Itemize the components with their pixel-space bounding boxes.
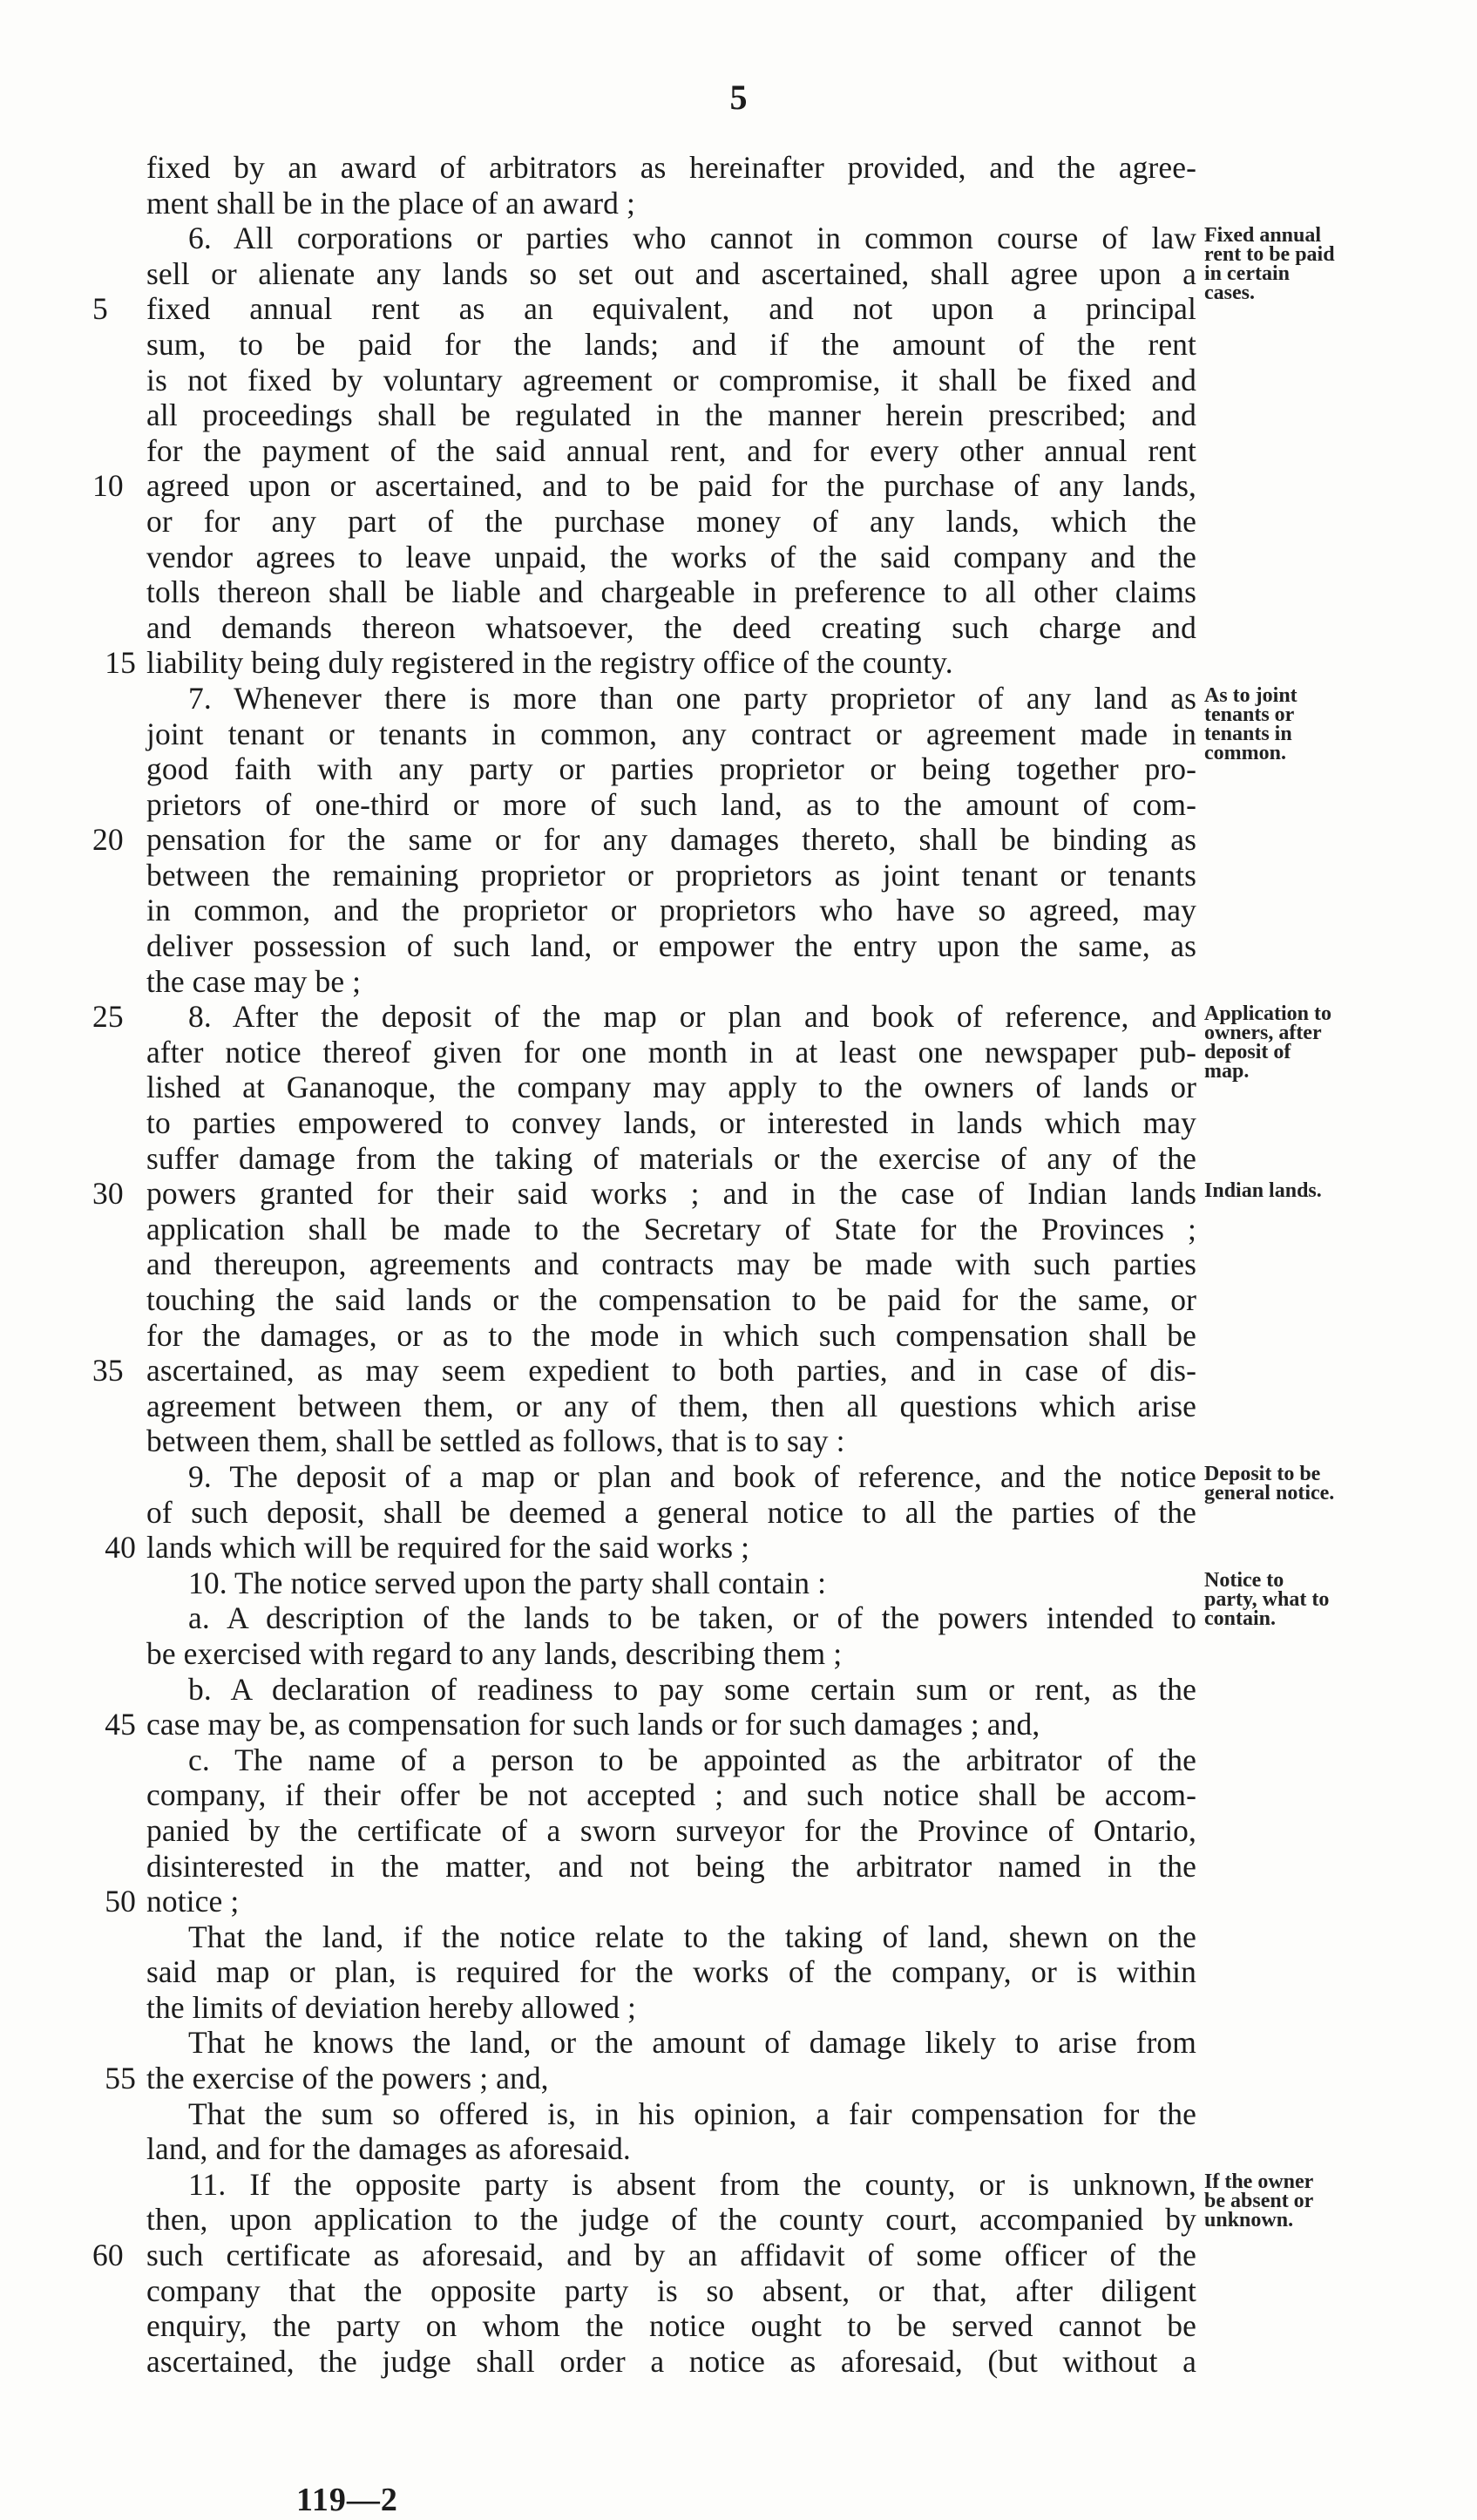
line-text: fixed annual rent as an equivalent, and not upon a principal bbox=[146, 291, 1196, 327]
line-text: for the damages, or as to the mode in which such compensation shall be bbox=[146, 1317, 1196, 1353]
text-line bbox=[146, 540, 1196, 575]
marginal-note-line: unknown. bbox=[1204, 2209, 1294, 2232]
line-text: suffer damage from the taking of materials or the exercise of any of the bbox=[146, 1140, 1196, 1176]
text-line bbox=[146, 150, 1196, 186]
text-line bbox=[146, 1246, 1196, 1282]
line-text: disinterested in the matter, and not being the arbitrator named in the bbox=[146, 1848, 1196, 1884]
line-text: fixed by an award of arbitrators as hereinafter provided, and the agree- bbox=[146, 150, 1196, 185]
text-line bbox=[146, 681, 1196, 717]
marginal-note bbox=[1204, 1179, 1466, 1203]
marginal-note-line: Fixed annual bbox=[1204, 224, 1322, 248]
text-line bbox=[146, 1389, 1196, 1424]
page-number: 5 bbox=[729, 78, 748, 117]
line-text: or for any part of the purchase money of any lands, which the bbox=[146, 503, 1196, 539]
text-line bbox=[146, 1141, 1196, 1177]
marginal-note-line: If the owner bbox=[1204, 2170, 1314, 2194]
line-text: 6. All corporations or parties who cannot in common course of law bbox=[188, 221, 1196, 256]
text-line bbox=[146, 574, 1196, 610]
marginal-note bbox=[1204, 2172, 1466, 2230]
line-text: 8. After the deposit of the map or plan and book of reference, and bbox=[188, 999, 1196, 1035]
line-number: 60 bbox=[92, 2238, 124, 2273]
line-text: ascertained, the judge shall order a notice as aforesaid, (but without a bbox=[146, 2343, 1196, 2379]
text-line bbox=[92, 291, 1196, 327]
marginal-note-line: Indian lands. bbox=[1204, 1179, 1322, 1203]
marginal-note-line: rent to be paid bbox=[1204, 243, 1335, 267]
text-line bbox=[146, 1919, 1196, 1955]
marginal-note-line: in certain bbox=[1204, 262, 1290, 286]
text-line bbox=[146, 2025, 1196, 2061]
marginal-note-line: party, what to bbox=[1204, 1588, 1330, 1611]
marginal-note-line: tenants or bbox=[1204, 703, 1295, 726]
text-line bbox=[92, 999, 1196, 1035]
line-text: in common, and the proprietor or proprietors who have so agreed, may bbox=[146, 893, 1196, 928]
marginal-note bbox=[1204, 1571, 1466, 1628]
line-number: 20 bbox=[92, 822, 124, 858]
line-text: enquiry, the party on whom the notice ought to be served cannot be bbox=[146, 2308, 1196, 2344]
text-line bbox=[146, 2167, 1196, 2203]
line-text: notice ; bbox=[146, 1884, 240, 1919]
line-number: 35 bbox=[92, 1353, 124, 1389]
line-text: 10. The notice served upon the party shall contain : bbox=[188, 1565, 827, 1600]
line-text: powers granted for their said works ; and in the case of Indian lands bbox=[146, 1176, 1196, 1212]
line-text: deliver possession of such land, or empower the entry upon the same, as bbox=[146, 928, 1196, 964]
text-line bbox=[146, 2273, 1196, 2309]
text-line bbox=[146, 1672, 1196, 1708]
text-line bbox=[146, 1777, 1196, 1813]
text-line bbox=[92, 1353, 1196, 1389]
text-line bbox=[146, 1459, 1196, 1495]
line-text: between them, shall be settled as follows, that is to say : bbox=[146, 1423, 845, 1459]
line-text: for the payment of the said annual rent, and for every other annual rent bbox=[146, 432, 1196, 468]
line-text: application shall be made to the Secretary of State for the Provinces ; bbox=[146, 1211, 1196, 1246]
marginal-note-line: map. bbox=[1204, 1060, 1250, 1083]
text-line bbox=[105, 1707, 1196, 1742]
statute-body bbox=[92, 150, 1196, 2379]
line-text: the case may be ; bbox=[146, 963, 362, 999]
line-text: to parties empowered to convey lands, or interested in lands which may bbox=[146, 1105, 1196, 1141]
text-line bbox=[146, 1954, 1196, 1990]
line-text: c. The name of a person to be appointed as the arbitrator of the bbox=[188, 1742, 1196, 1777]
text-line bbox=[146, 504, 1196, 540]
marginal-note-line: be absent or bbox=[1204, 2190, 1314, 2213]
marginal-note-line: contain. bbox=[1204, 1607, 1277, 1630]
line-number: 45 bbox=[105, 1707, 136, 1742]
line-text: and thereupon, agreements and contracts may be made with such parties bbox=[146, 1246, 1196, 1282]
text-line bbox=[146, 1495, 1196, 1531]
text-line bbox=[146, 221, 1196, 256]
line-text: That he knows the land, or the amount of damage likely to arise from bbox=[188, 2025, 1196, 2061]
text-line bbox=[146, 363, 1196, 398]
marginal-note bbox=[1204, 224, 1466, 305]
line-text: pensation for the same or for any damages thereto, shall be binding as bbox=[146, 822, 1196, 858]
line-text: vendor agrees to leave unpaid, the works of the said company and the bbox=[146, 539, 1196, 574]
line-text: lished at Gananoque, the company may apply to the owners of lands or bbox=[146, 1070, 1196, 1105]
line-text: the limits of deviation hereby allowed ; bbox=[146, 1989, 636, 2025]
marginal-note-line: common. bbox=[1204, 742, 1286, 764]
line-number: 40 bbox=[105, 1530, 136, 1566]
text-line bbox=[92, 822, 1196, 858]
text-line bbox=[92, 2238, 1196, 2273]
line-number: 55 bbox=[105, 2061, 136, 2096]
text-line bbox=[146, 2344, 1196, 2380]
text-line bbox=[146, 964, 1196, 1000]
line-text: between the remaining proprietor or proprietors as joint tenant or tenants bbox=[146, 857, 1196, 893]
marginal-note-line: owners, after bbox=[1204, 1022, 1322, 1045]
line-text: the exercise of the powers ; and, bbox=[146, 2061, 549, 2096]
signature-mark: 119—2 bbox=[296, 2482, 398, 2518]
line-text: tolls thereon shall be liable and chargeable in preference to all other claims bbox=[146, 574, 1196, 610]
line-number: 30 bbox=[92, 1176, 124, 1212]
line-text: agreement between them, or any of them, then all questions which arise bbox=[146, 1388, 1196, 1423]
line-text: liability being duly registered in the registry office of the county. bbox=[146, 645, 953, 681]
text-line bbox=[146, 1566, 1196, 1601]
marginal-note-line: tenants in bbox=[1204, 723, 1292, 745]
text-line bbox=[146, 717, 1196, 752]
line-text: such certificate as aforesaid, and by an affidavit of some officer of the bbox=[146, 2238, 1196, 2273]
text-line bbox=[146, 1813, 1196, 1849]
line-text: b. A declaration of readiness to pay some certain sum or rent, as the bbox=[188, 1671, 1196, 1707]
text-line bbox=[146, 1423, 1196, 1459]
marginal-note-line: Application to bbox=[1204, 1002, 1332, 1026]
line-number: 5 bbox=[92, 291, 108, 327]
line-text: That the sum so offered is, in his opinion, a fair compensation for the bbox=[188, 2095, 1196, 2131]
line-text: after notice thereof given for one month in at least one newspaper pub- bbox=[146, 1034, 1196, 1070]
line-number: 50 bbox=[105, 1884, 136, 1919]
text-line bbox=[146, 256, 1196, 292]
line-text: ment shall be in the place of an award ; bbox=[146, 185, 635, 221]
text-line bbox=[105, 2061, 1196, 2096]
line-number: 25 bbox=[92, 999, 124, 1035]
text-line bbox=[146, 751, 1196, 787]
line-text: sum, to be paid for the lands; and if the amount of the rent bbox=[146, 326, 1196, 362]
line-number: 10 bbox=[92, 468, 124, 504]
text-line bbox=[146, 397, 1196, 433]
line-text: 9. The deposit of a map or plan and book of reference, and the notice bbox=[188, 1458, 1196, 1494]
text-line bbox=[146, 1035, 1196, 1070]
line-text: sell or alienate any lands so set out and ascertained, shall agree upon a bbox=[146, 255, 1196, 291]
text-line bbox=[146, 1318, 1196, 1354]
text-line bbox=[146, 893, 1196, 928]
text-line bbox=[146, 1282, 1196, 1318]
line-text: lands which will be required for the said works ; bbox=[146, 1530, 750, 1566]
line-text: of such deposit, shall be deemed a general notice to all the parties of the bbox=[146, 1494, 1196, 1530]
line-text: and demands thereon whatsoever, the deed creating such charge and bbox=[146, 609, 1196, 645]
marginal-note-line: Notice to bbox=[1204, 1569, 1284, 1592]
line-text: panied by the certificate of a sworn surveyor for the Province of Ontario, bbox=[146, 1812, 1196, 1848]
marginal-note-line: Deposit to be bbox=[1204, 1463, 1321, 1486]
text-line bbox=[146, 2202, 1196, 2238]
line-text: 11. If the opposite party is absent from the county, or is unknown, bbox=[188, 2166, 1196, 2202]
text-line bbox=[92, 468, 1196, 504]
text-line bbox=[146, 928, 1196, 964]
line-text: said map or plan, is required for the works of the company, or is within bbox=[146, 1954, 1196, 1990]
text-line bbox=[92, 1176, 1196, 1212]
text-line bbox=[146, 1990, 1196, 2026]
text-line bbox=[146, 1070, 1196, 1105]
line-text: is not fixed by voluntary agreement or compromise, it shall be fixed and bbox=[146, 362, 1196, 397]
text-line bbox=[146, 858, 1196, 893]
line-text: be exercised with regard to any lands, describing them ; bbox=[146, 1635, 843, 1671]
marginal-note-line: deposit of bbox=[1204, 1041, 1291, 1064]
line-text: ascertained, as may seem expedient to both parties, and in case of dis- bbox=[146, 1353, 1196, 1389]
marginal-note-line: general notice. bbox=[1204, 1482, 1335, 1505]
line-text: agreed upon or ascertained, and to be paid for the purchase of any lands, bbox=[146, 468, 1196, 504]
line-text: company that the opposite party is so absent, or that, after diligent bbox=[146, 2272, 1196, 2308]
text-line bbox=[146, 1849, 1196, 1885]
text-line bbox=[146, 1742, 1196, 1778]
line-text: 7. Whenever there is more than one party proprietor of any land as bbox=[188, 680, 1196, 716]
text-line bbox=[146, 2096, 1196, 2132]
line-text: land, and for the damages as aforesaid. bbox=[146, 2131, 631, 2167]
text-line bbox=[146, 2308, 1196, 2344]
line-text: good faith with any party or parties proprietor or being together pro- bbox=[146, 751, 1196, 787]
line-text: prietors of one-third or more of such land, as to the amount of com- bbox=[146, 786, 1196, 822]
text-line bbox=[146, 1212, 1196, 1247]
line-text: That the land, if the notice relate to the taking of land, shewn on the bbox=[188, 1919, 1196, 1954]
marginal-note-line: As to joint bbox=[1204, 684, 1297, 707]
text-line bbox=[146, 327, 1196, 363]
marginal-note bbox=[1204, 1004, 1466, 1081]
text-line bbox=[146, 1600, 1196, 1636]
text-line bbox=[146, 1105, 1196, 1141]
marginal-note bbox=[1204, 686, 1466, 763]
line-text: touching the said lands or the compensation to be paid for the same, or bbox=[146, 1282, 1196, 1317]
line-text: case may be, as compensation for such lands or for such damages ; and, bbox=[146, 1707, 1040, 1742]
text-line bbox=[146, 1636, 1196, 1672]
text-line bbox=[146, 610, 1196, 646]
text-line bbox=[146, 433, 1196, 469]
marginal-note-line: cases. bbox=[1204, 282, 1255, 305]
text-line bbox=[105, 1884, 1196, 1919]
text-line bbox=[146, 787, 1196, 823]
line-text: then, upon application to the judge of the county court, accompanied by bbox=[146, 2202, 1196, 2238]
line-text: all proceedings shall be regulated in the manner herein prescribed; and bbox=[146, 397, 1196, 433]
text-line bbox=[105, 645, 1196, 681]
line-text: a. A description of the lands to be taken, or of the powers intended to bbox=[188, 1600, 1196, 1636]
text-line bbox=[146, 2131, 1196, 2167]
line-text: joint tenant or tenants in common, any contract or agreement made in bbox=[146, 716, 1196, 751]
line-text: company, if their offer be not accepted ; and such notice shall be accom- bbox=[146, 1777, 1196, 1813]
marginal-note bbox=[1204, 1464, 1466, 1503]
line-number: 15 bbox=[105, 645, 136, 681]
text-line bbox=[146, 186, 1196, 221]
text-line bbox=[105, 1530, 1196, 1566]
